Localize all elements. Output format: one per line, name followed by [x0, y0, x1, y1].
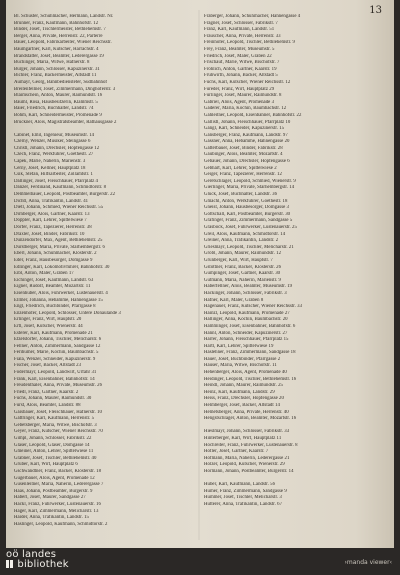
directory-entry: Dallinger, Josef, Fleischhauer, Pfarrplatz 4: [14, 178, 99, 184]
directory-entry: Bruckner, Alois, Magistratsbeamter, Rathausgasse 2: [14, 119, 117, 125]
library-logo[interactable]: [6, 550, 69, 570]
directory-entry: Frischauf, Marie, Witwe, Bischofstr. 7: [204, 60, 280, 66]
directory-entry: Gröbl, Johann, Maurer, Raimundstr. 12: [204, 251, 282, 257]
directory-entry: Capek, Marie, Näherin, Marienstr. 3: [14, 159, 86, 165]
directory-entry: Gmachl, Anton, Werkführer, Goethestr. 18: [204, 198, 288, 204]
directory-entry: Fürst, Alois, Beamter, Landstr. 88: [14, 403, 81, 409]
directory-entry: Heindl, Johann, Maurer, Raimundstr. 25: [204, 383, 283, 389]
directory-entry: Dirnberger, Alois, Gärtner, Kaarstr. 13: [14, 211, 90, 217]
directory-entry: Hengstschläger, Anton, Beamter, Mozartstr. 16: [204, 416, 297, 422]
directory-entry: Geretschläger, Leopold, Schmied, Wienerstr. 9: [204, 178, 296, 184]
directory-entry: Gutmann, Maria, Näherin, Marienstr. 9: [204, 277, 281, 283]
directory-entry: Gottschall, Karl, Postbeamter, Bürgerstr. 30: [204, 211, 291, 217]
directory-entry: Gierlinger, Maria, Private, Starhembergstr. 14: [204, 185, 295, 191]
directory-entry: Etzelstorfer, Johann, Tischler, Melicharstr. 6: [14, 337, 102, 343]
directory-entry: Fraberger, Johann, Schuhmacher, Hahnengasse 4: [204, 14, 301, 19]
directory-entry: Gatterbauer, Josef, Binder, Fabrikstr. 28: [204, 145, 283, 151]
directory-entry: Eichinger, Josef, Kaufmann, Landstr. 63: [14, 277, 94, 283]
directory-entry: Hemetsberger, Anna, Private, Herrenstr. 40: [204, 409, 289, 415]
directory-entry: Gneist, Johann, Hausbesorger, Domgasse 3: [204, 205, 289, 211]
directory-entry: Grünberger, Karl, Wirt, Hauptstr. 7: [204, 257, 273, 263]
directory-entry: Doppler, Karl, Lehrer, Spittelwiese 7: [14, 218, 87, 224]
directory-entry: Gebetsberger, Maria, Witwe, Bischofstr. 3: [14, 422, 97, 428]
directory-entry: Gstöttner, Franz, Bäcker, Klosterstr. 26: [204, 264, 282, 270]
directory-entry: Hörmann, Johann, Postbeamter, Bürgerstr. 14: [204, 468, 294, 474]
directory-entry: Ertl, Josef, Kutscher, Wienerstr. 44: [14, 323, 83, 329]
directory-entry: Dietl, Johann, Schmied, Wiener Reichsstr. 55: [14, 205, 104, 211]
directory-entry: Gebhart, Karl, Lehrer, Spittelwiese 2: [204, 165, 277, 171]
directory-entry: Hager, Karl, Zimmermann, Melicharstr. 13: [14, 508, 99, 514]
directory-entry: Freinhofer, Leopold, Tischler, Bethlehemstr. 9: [204, 40, 295, 46]
directory-entry: Freudenthaler, Anna, Private, Museumstr. 26: [14, 383, 103, 389]
directory-entry: Gabriel, Alois, Agent, Promenade 3: [204, 99, 275, 105]
directory-entry: Hauer, Josef, Buchbinder, Pfarrgasse 2: [204, 356, 281, 362]
directory-entry: Brunner, Franz, Kaufmann, Bahnhofstr. 12: [14, 20, 99, 26]
directory-entry: Haslinger, Leopold, Kaufmann, Schmidtorstr. 2: [14, 521, 108, 527]
directory-entry: Draxler, Josef, Binder, Fabrikstr. 10: [14, 231, 85, 237]
directory-entry: Franz, Karl, Kaufmann, Landstr. 51: [204, 27, 275, 33]
directory-entry: Heinz, Karl, Kaufmann, Landstr. 29: [204, 389, 275, 395]
directory-entry: Eder, Franz, Hausbesorger, Domgasse 9: [14, 257, 93, 263]
directory-entry: Engl, Friedrich, Buchbinder, Pfarrgasse 8: [14, 304, 96, 310]
directory-entry: Heiss, Franz, Drechsler, Hopfengasse 20: [204, 396, 284, 402]
directory-entry: Gusenleitner, Maria, Näherin, Lederergasse 7: [14, 482, 104, 488]
directory-entry: Eigner, Rudolf, Beamter, Mozartstr. 11: [14, 284, 91, 290]
directory-entry: Griesmayr, Leopold, Tischler, Melicharstr. 21: [204, 244, 294, 250]
logo-word-bibliothek: bibliothek: [17, 559, 69, 570]
directory-entry: Christl, Johann, Drechsler, Hopfengasse 12: [14, 145, 100, 151]
directory-entry: Glaser, Leopold, Glaser, Domgasse 14: [14, 442, 90, 448]
directory-entry: Bäuml, Rosa, Hausbesitzerin, Klammstr. 5: [14, 99, 98, 105]
directory-entry: Durstberger, Maria, Private, Starhembergstr. 6: [14, 244, 105, 250]
directory-entry: Födermayr, Leopold, Landwirt, Urfahr 31: [14, 370, 97, 376]
directory-entry: Gugerbauer, Alois, Agent, Promenade 12: [14, 475, 95, 481]
directory-entry: Grasböck, Josef, Fuhrwerker, Lustenauerstr. 25: [204, 225, 297, 230]
directory-entry: Harrer, Johann, Fleischhauer, Pfarrplatz 15: [204, 337, 289, 343]
directory-entry: Gaubinger, Alois, Beamter, Mozartstr. 4: [204, 152, 283, 158]
directory-entry: Demmelbauer, Leopold, Postbeamter, Bürgerstr. 22: [14, 192, 116, 198]
directory-entry: Dorfer, Franz, Tapezierer, Herrenstr. 38: [14, 225, 92, 230]
directory-entry: Hafner, Karl, Maler, Graben 8: [204, 297, 264, 303]
directory-entry: Gansberger, Franz, Kaufmann, Landstr. 97: [204, 132, 288, 138]
directory-entry: Hannl, Anton, Schneider, Kapuzinerstr. 27: [204, 330, 288, 336]
directory-entry: Bauer, Leopold, Fabrikarbeiter, Wiener Reichsstr.: [14, 40, 112, 46]
directory-entry: Gahleitner, Leopold, Eisenbahner, Bahnhofstr. 22: [204, 112, 302, 118]
directory-entry: Gattringer, Karl, Kaufmann, Herrenstr. 5: [14, 416, 95, 422]
directory-entry: Eberl, Johann, Schuhmacher, Klosterstr. 2: [14, 251, 97, 257]
logo-bars-icon: [10, 560, 13, 568]
directory-entry: Edlinger, Karl, Lokomotivführer, Bahnhofstr. 30: [14, 264, 110, 270]
directory-entry: Hutterer, Anna, Trafikantin, Landstr. 67: [204, 501, 283, 507]
directory-entry: Fürlinger, Josef, Maurer, Raimundstr. 8: [204, 93, 282, 99]
directory-entry: Haas, Johann, Postbeamter, Bürgerstr. 9: [14, 488, 93, 494]
directory-entry: Berger, Anna, Private, Herrenstr. 22, Parterre: [14, 33, 103, 39]
directory-entry: Danzer, Ferdinand, Kaufmann, Schmidtorstr. 8: [14, 185, 107, 191]
directory-entry: Friedrich, Josef, Maler, Graben 22: [204, 53, 272, 59]
directory-entry: Huber, Karl, Kaufmann, Landstr. 56: [204, 482, 276, 488]
directory-entry: Fuchs, Johann, Maurer, Raimundstr. 30: [14, 396, 92, 402]
directory-entry: Cerny, Josef, Kellner, Hauptplatz 18: [14, 165, 86, 171]
directory-entry: Gschwandtner, Franz, Bäcker, Klosterstr. 18: [14, 468, 102, 474]
directory-entry: Cabinet, Emil, Ingenieur, Museumstr. 14: [14, 132, 95, 138]
directory-entry: Fuchs, Karl, Kutscher, Wiener Reichsstr. 12: [204, 79, 291, 85]
directory-entry: Geyer, Franz, Kutscher, Wiener Reichsstr. 70: [14, 429, 103, 435]
directory-entry: Haberfellner, Alois, Beamter, Museumstr. 19: [204, 284, 293, 290]
directory-entry: Gimpl, Johann, Schlosser, Fabrikstr. 22: [14, 436, 92, 441]
directory-entry: Gruber, Karl, Wirt, Hauptplatz 6: [14, 462, 78, 468]
directory-entry: Fröhlich, Anton, Gärtner, Kaarstr. 19: [204, 66, 277, 72]
directory-entry: Böhm, Karl, Schneidermeister, Promenade 9: [14, 112, 102, 118]
directory-entry: Hallinger, Anna, Köchin, Baumbachstr. 20: [204, 317, 288, 323]
directory-entry: Hieslmayr, Johann, Schlosser, Fabrikstr. 33: [204, 429, 290, 435]
directory-entry: Esterer, Karl, Kaufmann, Promenade 21: [14, 330, 93, 336]
right-column: [204, 14, 387, 509]
directory-entry: Gassner, Anna, Hebamme, Hahnengasse 20: [204, 139, 290, 145]
directory-entry: Breitenfellner, Josef, Zimmermann, Dinghoferstr. 3: [14, 86, 116, 92]
directory-entry: Fischer, Josef, Bäcker, Altstadt 23: [14, 363, 82, 369]
directory-entry: Hagenauer, Franz, Kutscher, Wiener Reichsstr. 33: [204, 304, 303, 310]
directory-entry: Fiala, Wenzel, Schneider, Kapuzinerstr. 9: [14, 356, 96, 362]
directory-entry: Greiner, Anna, Trafikantin, Landstr. 2: [204, 238, 279, 244]
directory-entry: Brandstätter, Josef, Beamter, Lederergasse 19: [14, 53, 104, 59]
page-number: 13: [369, 5, 382, 16]
directory-entry: Erlinger, Franz, Wirt, Hauptstr. 20: [14, 317, 82, 323]
directory-entry: Czech, Franz, Werkführer, Goethestr. 27: [14, 152, 94, 158]
directory-entry: Czerny, Wenzel, Musiker, Steingasse 6: [14, 139, 91, 145]
directory-entry: Dichtl, Anna, Trafikantin, Landstr. 41: [14, 198, 89, 204]
directory-entry: Bichler, Franz, Bäckermeister, Altstadt 11: [14, 73, 97, 79]
directory-entry: Frühwirth, Johann, Bäcker, Altstadt 5: [204, 73, 278, 79]
directory-entry: Hackinger, Johann, Schlosser, Fabrikstr. 3: [204, 290, 287, 296]
directory-entry: Bl. Schuster, Schuhmacher, Hermann, Landstr. Nr.: [14, 14, 114, 19]
directory-entry: Glück, Josef, Buchhalter, Landstr. 36: [204, 192, 278, 198]
directory-entry: Eisenhuber, Alois, Fuhrwerker, Lustenauerstr. 4: [14, 290, 108, 296]
logo-word-landes: landes: [22, 549, 57, 560]
directory-entry: Geiger, Franz, Tapezierer, Herrenstr. 12: [204, 172, 282, 178]
directory-entry: Hofmann, Maria, Näherin, Lederergasse 21: [204, 455, 290, 461]
directory-entry: Holzer, Leopold, Kutscher, Wienerstr. 29: [204, 462, 285, 468]
directory-entry: Heidinger, Leopold, Tischler, Bethlehemstr. 16: [204, 376, 297, 382]
directory-entry: Fellner, Anton, Zimmermann, Sandgasse 12: [14, 343, 101, 349]
directory-entry: Helmberger, Josef, Bäcker, Altstadt 14: [204, 403, 280, 409]
directory-entry: Füreder, Franz, Wirt, Hauptplatz 29: [204, 86, 275, 92]
directory-entry: Enzenhofer, Leopold, Schlosser, Untere Donaulände 3: [14, 310, 121, 316]
directory-entry: Burger, Johann, Schlosser, Kapuzinerstr. 31: [14, 66, 100, 72]
directory-entry: Gumpinger, Josef, Gärtner, Kaarstr. 30: [204, 271, 281, 277]
document-page: [6, 0, 394, 548]
directory-entry: Grafinger, Franz, Zimmermann, Sandgasse 5: [204, 218, 293, 224]
directory-entry: Eibl, Anton, Maler, Graben 17: [14, 271, 74, 277]
directory-entry: Hauser, Maria, Witwe, Bischofstr. 11: [204, 363, 277, 369]
directory-entry: Haberl, Josef, Maurer, Sandgasse 27: [14, 495, 86, 501]
directory-entry: Ferihumer, Marie, Köchin, Baumbachstr. 5: [14, 350, 99, 356]
directory-entry: Blaimschein, Anton, Maurer, Raimundstr. 16: [14, 93, 103, 99]
directory-entry: Hainzl, Leopold, Kaufmann, Promenade 27: [204, 310, 290, 316]
directory-entry: Hartl, Karl, Lehrer, Spittelwiese 19: [204, 343, 274, 349]
directory-entry: Grabner, Josef, Tischler, Bethlehemstr. 40: [14, 455, 97, 461]
directory-entry: Haslehner, Franz, Zimmermann, Sandgasse 18: [204, 350, 296, 356]
directory-entry: Gaderer, Maria, Köchin, Baumbachstr. 12: [204, 106, 287, 112]
directory-entry: Hamminger, Josef, Eisenbahner, Bahnhofstr. 6: [204, 323, 296, 329]
directory-entry: Hochreiter, Franz, Fuhrwerker, Lustenauerstr. 8: [204, 442, 298, 448]
viewer-label: ›manda viewer‹: [344, 559, 392, 566]
directory-entry: Aumayr, Georg, Bahnbediensteter, Südbahnhof: [14, 79, 108, 85]
directory-entry: Gallistl, Johann, Fleischhauer, Pfarrplatz 10: [204, 119, 291, 125]
column-gutter: [198, 10, 200, 540]
directory-entry: Frank, Karl, Eisenbahner, Bahnhofstr. 14: [14, 376, 95, 382]
directory-entry: Gmeiner, Anton, Lehrer, Spittelwiese 11: [14, 449, 94, 455]
directory-entry: Gangl, Karl, Schneider, Kapuzinerstr. 15: [204, 126, 285, 132]
directory-entry: Ellmer, Johanna, Hebamme, Hahnengasse 15: [14, 297, 103, 303]
directory-entry: Baier, Friedrich, Buchhalter, Landstr. 74: [14, 106, 94, 112]
directory-entry: Hackl, Franz, Fuhrwerker, Lustenauerstr. 16: [14, 501, 101, 507]
directory-entry: Buchinger, Maria, Witwe, Hafnerstr. 8: [14, 60, 90, 66]
directory-entry: Friedl, Franz, Gärtner, Kaarstr. 2: [14, 389, 79, 395]
viewer-footer: [0, 548, 400, 575]
directory-entry: Haider, Anna, Trafikantin, Landstr. 15: [14, 515, 89, 521]
directory-entry: Höfler, Josef, Gärtner, Kaarstr. 7: [204, 449, 269, 455]
left-column: [14, 14, 197, 528]
logo-bars-icon: [6, 560, 9, 568]
directory-entry: Gebauer, Johann, Drechsler, Hopfengasse 6: [204, 159, 290, 165]
directory-entry: Csik, Stefan, Hilfsarbeiter, Zollamtstr. 1: [14, 172, 93, 178]
logo-prefix: oö: [6, 549, 19, 560]
directory-entry: Baumgartner, Karl, Kutscher, Harrachstr. 4: [14, 46, 99, 52]
directory-entry: Fragner, Josef, Schlosser, Fabrikstr. 7: [204, 20, 278, 26]
directory-entry: Frauscher, Anna, Private, Herrenstr. 33: [204, 33, 281, 39]
directory-entry: Frey, Franz, Beamter, Museumstr. 5: [204, 46, 275, 52]
directory-entry: Hummer, Josef, Tischler, Melicharstr. 3: [204, 495, 282, 501]
directory-entry: Binder, Josef, Tischlermeister, Bethlehemstr. 7: [14, 27, 106, 33]
directory-entry: Hehenberger, Alois, Agent, Promenade 40: [204, 370, 287, 376]
directory-entry: Gaisbauer, Josef, Fleischhauer, Hafnerstr. 10: [14, 409, 102, 415]
directory-entry: Greil, Alois, Kaufmann, Schmidtorstr. 14: [204, 231, 286, 237]
directory-entry: Hinterberger, Karl, Wirt, Hauptplatz 11: [204, 436, 282, 441]
directory-entry: Dunzendorfer, Max, Agent, Bethlehemstr. 25: [14, 238, 103, 244]
directory-entry: Humer, Franz, Zimmermann, Sandgasse 9: [204, 488, 287, 494]
